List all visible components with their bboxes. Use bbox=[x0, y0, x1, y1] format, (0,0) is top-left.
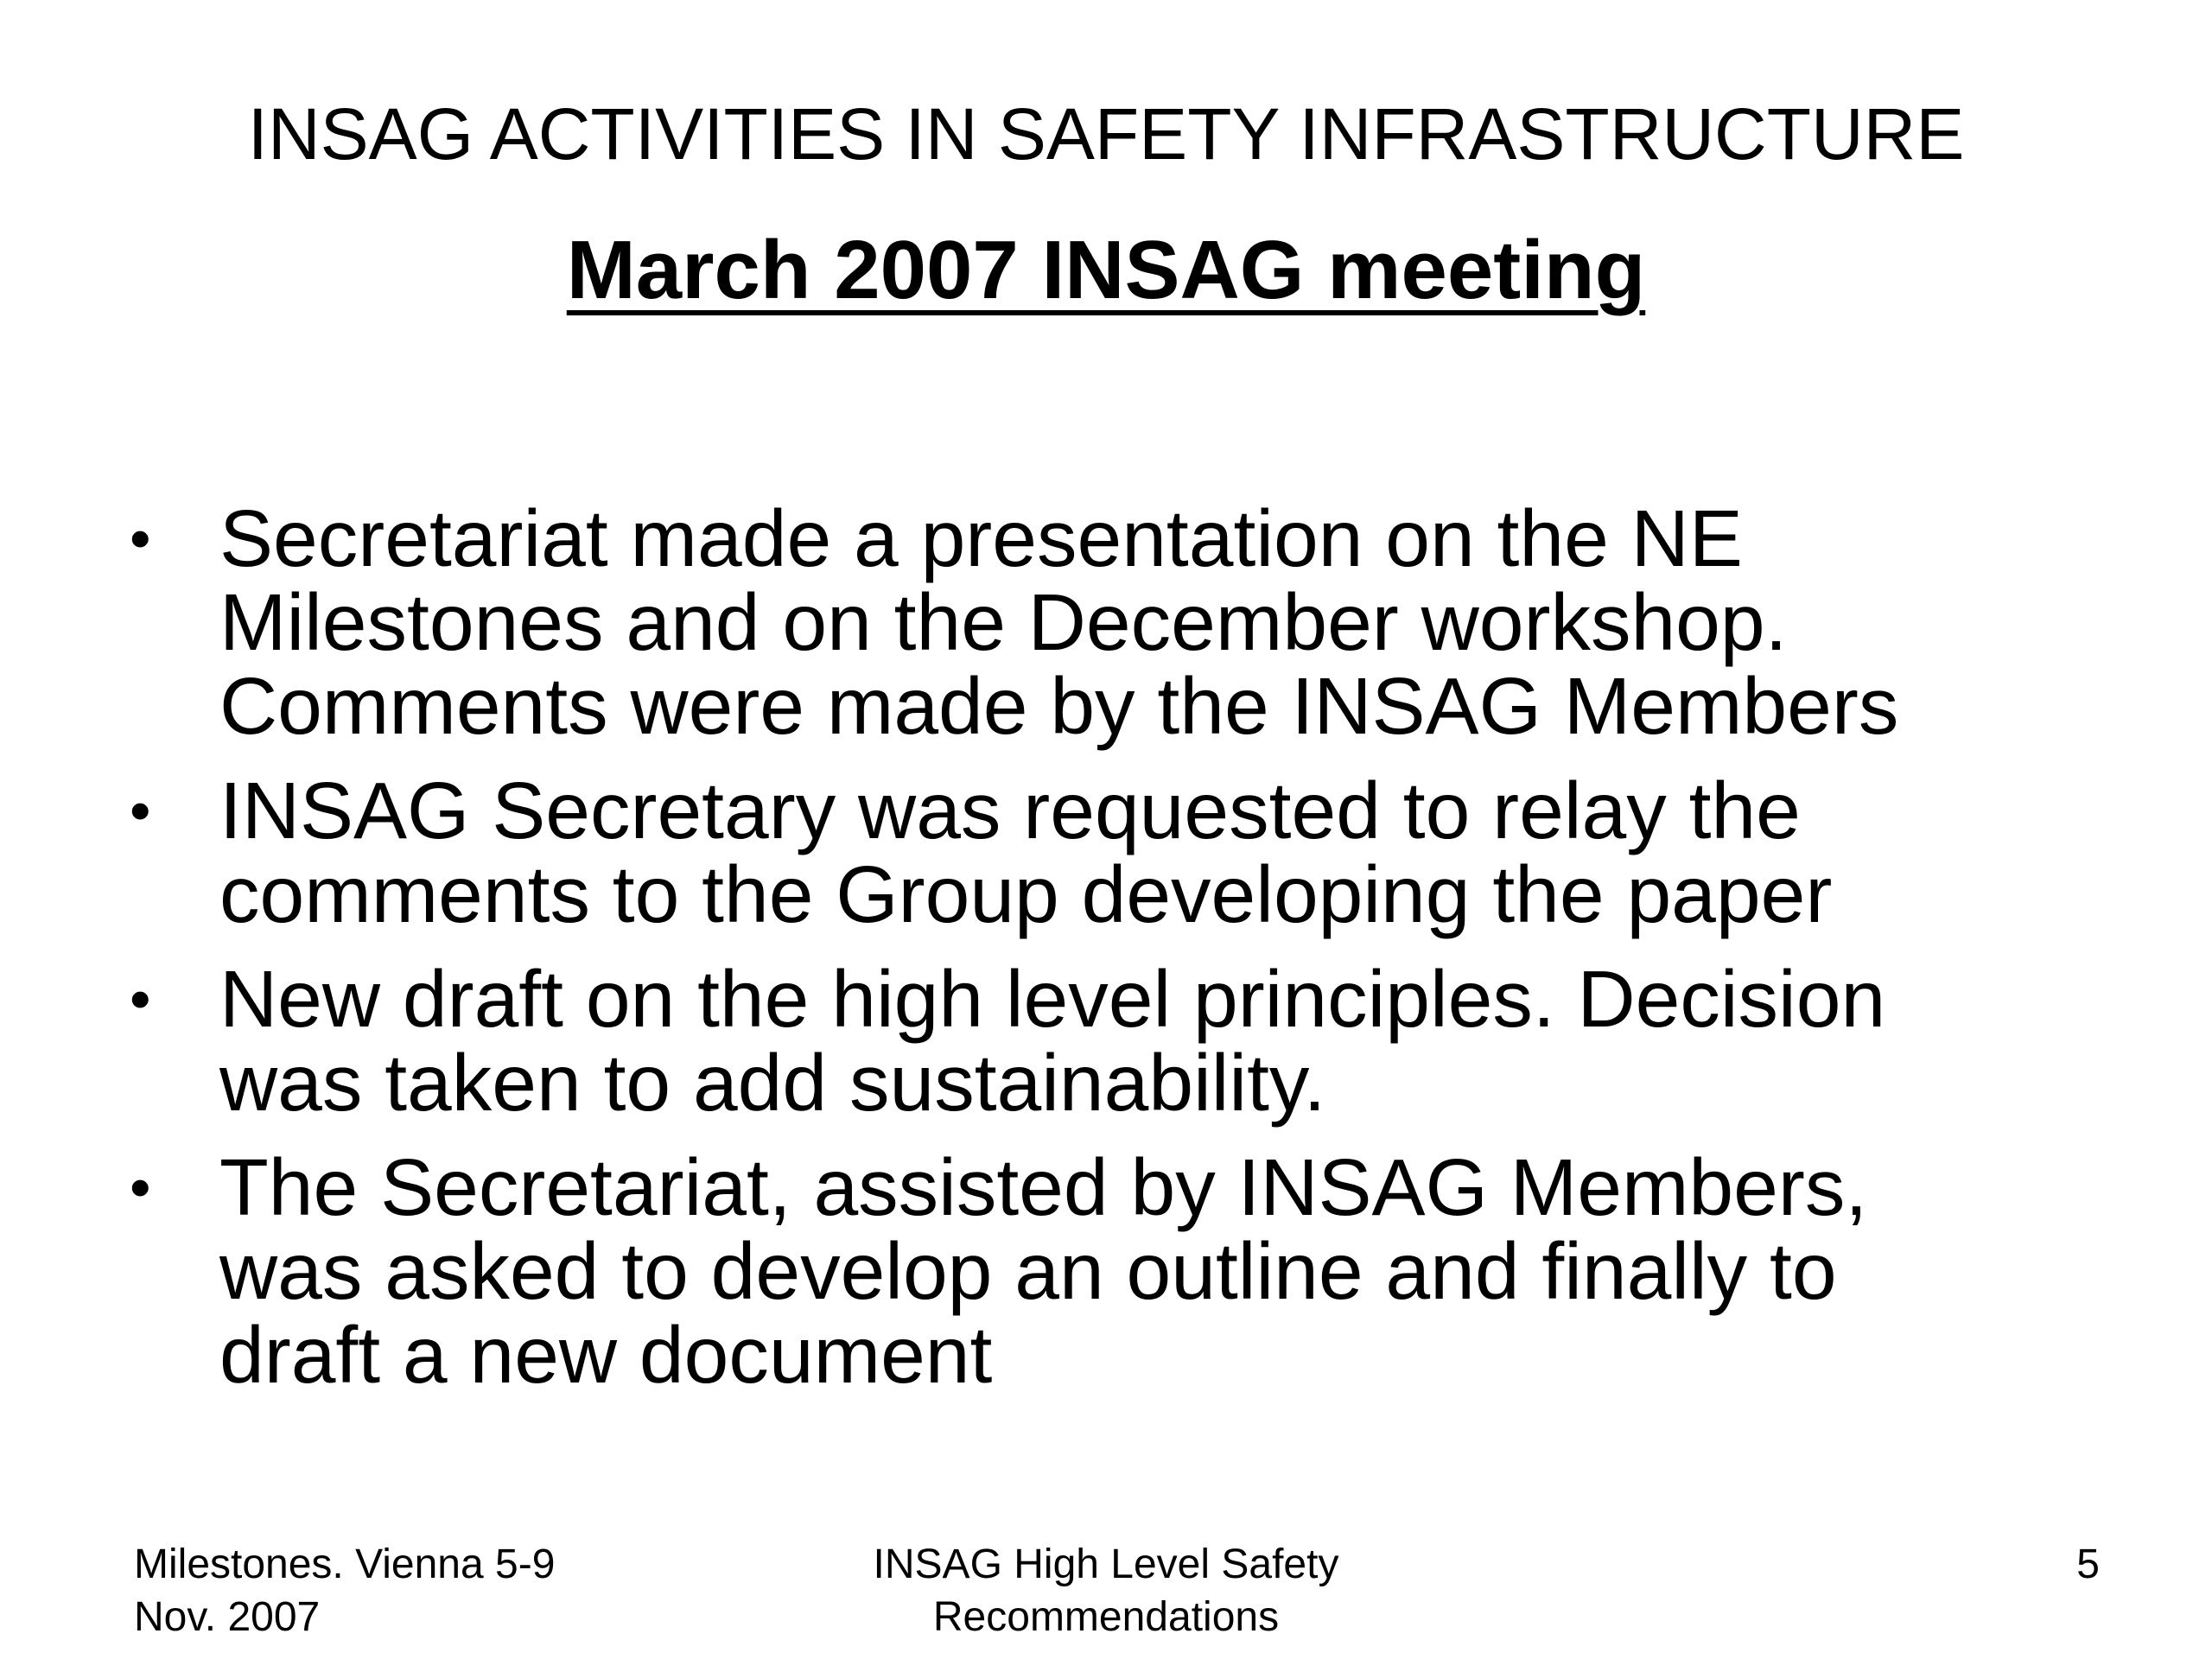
bullet-item bbox=[130, 493, 2117, 751]
bullet-text: Secretariat made a presentation on the NE Milestones and on the December workshop. Comments were made by the INSAG Members bbox=[219, 493, 1899, 751]
bullet-text: New draft on the high level principles. Decision was taken to add sustainability. bbox=[219, 954, 1886, 1128]
bullet-marker: • bbox=[130, 505, 151, 572]
bullet-item bbox=[130, 1142, 2117, 1400]
bullet-text: INSAG Secretary was requested to relay the comments to the Group developing the paper bbox=[219, 766, 1833, 939]
bullet-marker: • bbox=[130, 777, 151, 844]
footer-left: Milestones. Vienna 5-9 Nov. 2007 bbox=[134, 1541, 556, 1640]
bullet-marker: • bbox=[130, 1154, 151, 1221]
bullet-list bbox=[130, 493, 2117, 1418]
bullet-item bbox=[130, 766, 2117, 939]
bullet-marker: • bbox=[130, 965, 151, 1033]
slide-title-text: March 2007 INSAG meeting bbox=[566, 224, 1646, 316]
slide-header: INSAG ACTIVITIES IN SAFETY INFRASTRUCTURE bbox=[247, 93, 1965, 175]
bullet-item bbox=[130, 954, 2117, 1128]
slide-title bbox=[0, 220, 2212, 320]
bullet-text: The Secretariat, assisted by INSAG Members, was asked to develop an outline and finally to draft a new document bbox=[219, 1142, 1868, 1400]
footer-center: INSAG High Level Safety Recommendations bbox=[873, 1541, 1339, 1640]
page-number: 5 bbox=[2076, 1541, 2100, 1587]
